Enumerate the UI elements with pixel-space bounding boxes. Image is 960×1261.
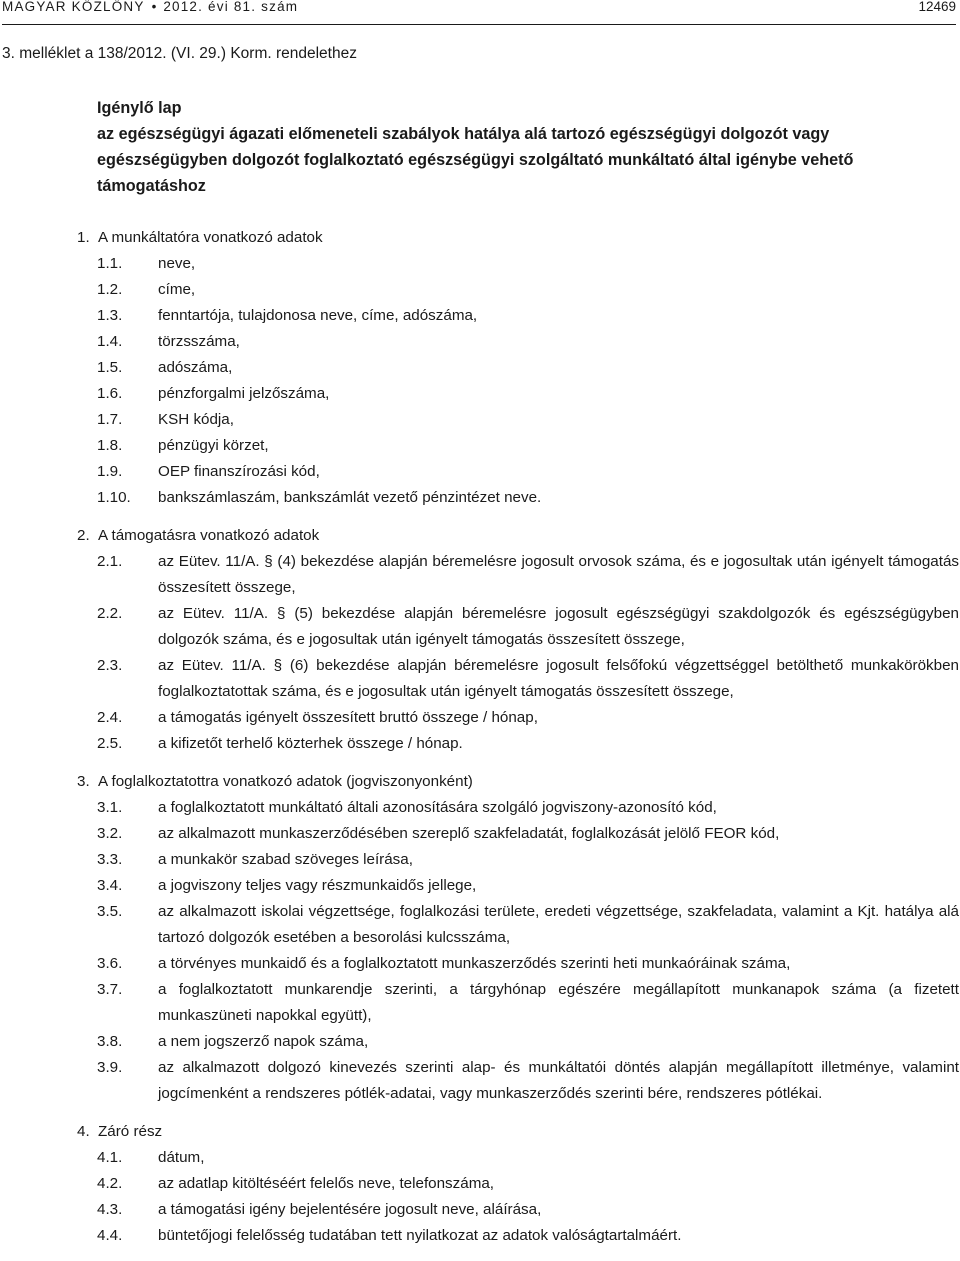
- item-text: az alkalmazott iskolai végzettsége, foglalkozási területe, eredeti végzettsége, szakfeladata, valamint a Kjt. hatálya alá tartozó dolgozók esetében a besorolási kulcsszáma,: [158, 903, 959, 946]
- section-heading: [77, 1119, 959, 1145]
- list-item: [97, 407, 959, 433]
- section-heading: [77, 523, 959, 549]
- item-number: 3.2.: [97, 825, 123, 842]
- item-number: 4.2.: [97, 1175, 123, 1192]
- item-text: az Eütev. 11/A. § (4) bekezdése alapján béremelésre jogosult orvosok száma, és e jogosultak után igényelt támogatás összesített összege,: [158, 553, 959, 596]
- section-title: A munkáltatóra vonatkozó adatok: [98, 229, 323, 246]
- item-number: 2.2.: [97, 605, 123, 622]
- list-item: [97, 355, 959, 381]
- item-number: 2.1.: [97, 553, 123, 570]
- item-number: 3.5.: [97, 903, 123, 920]
- section-title: Záró rész: [98, 1123, 163, 1140]
- list-item: [97, 821, 959, 847]
- item-text: fenntartója, tulajdonosa neve, címe, adószáma,: [158, 307, 478, 324]
- list-item: [97, 951, 959, 977]
- list-item: [97, 873, 959, 899]
- item-text: az Eütev. 11/A. § (6) bekezdése alapján béremelésre jogosult felsőfokú végzettséggel betölthető munkakörökben foglalkoztatottak száma, és e jogosultak után igényelt támogatás összesített összege,: [158, 657, 959, 700]
- item-text: adószáma,: [158, 359, 233, 376]
- section: [77, 225, 959, 511]
- list-item: [97, 731, 959, 757]
- list-item: [97, 847, 959, 873]
- item-number: 1.3.: [97, 307, 123, 324]
- item-text: a támogatás igényelt összesített bruttó összege / hónap,: [158, 709, 538, 726]
- item-text: KSH kódja,: [158, 411, 234, 428]
- item-number: 3.9.: [97, 1059, 123, 1076]
- item-text: az Eütev. 11/A. § (5) bekezdése alapján béremelésre jogosult egészségügyi szakdolgozók és egészségügyben dolgozók száma, és e jogosultak után igényelt támogatás összesített összege,: [158, 605, 959, 648]
- list-item: [97, 433, 959, 459]
- item-number: 1.8.: [97, 437, 123, 454]
- item-number: 3.4.: [97, 877, 123, 894]
- item-text: a foglalkoztatott munkarendje szerinti, a tárgyhónap egészére megállapított munkanapok száma (a fizetett munkaszüneti napokkal együtt),: [158, 981, 959, 1024]
- item-number: 2.3.: [97, 657, 123, 674]
- item-number: 3.6.: [97, 955, 123, 972]
- item-text: az alkalmazott munkaszerződésében szereplő szakfeladatát, foglalkozását jelölő FEOR kód,: [158, 825, 780, 842]
- item-text: a nem jogszerző napok száma,: [158, 1033, 369, 1050]
- item-text: az alkalmazott dolgozó kinevezés szerinti alap- és munkáltatói döntés alapján megállapított illetménye, valamint jogcímenként a rendszeres pótlék-adatai, vagy munkaszerződés szerinti bére, rendszeres pótlékai.: [158, 1059, 959, 1102]
- section-number: 3.: [77, 773, 90, 790]
- section: [77, 769, 959, 1107]
- item-number: 1.7.: [97, 411, 123, 428]
- section-number: 4.: [77, 1123, 90, 1140]
- list-item: [97, 1197, 959, 1223]
- item-number: 2.5.: [97, 735, 123, 752]
- item-number: 1.6.: [97, 385, 123, 402]
- list-item: [97, 601, 959, 653]
- section-number: 2.: [77, 527, 90, 544]
- list-item: [97, 653, 959, 705]
- list-item: [97, 303, 959, 329]
- item-number: 1.9.: [97, 463, 123, 480]
- section: [77, 523, 959, 757]
- form-title-main: Igénylő lap: [97, 99, 182, 117]
- item-number: 1.1.: [97, 255, 123, 272]
- list-item: [97, 977, 959, 1029]
- item-text: a kifizetőt terhelő közterhek összege / hónap.: [158, 735, 463, 752]
- item-number: 3.7.: [97, 981, 123, 998]
- page-header: [2, 0, 956, 25]
- issue-number: 2012. évi 81. szám: [163, 0, 299, 14]
- bullet-separator: •: [151, 0, 157, 14]
- item-text: a törvényes munkaidő és a foglalkoztatott munkaszerződés szerinti heti munkaóráinak száma,: [158, 955, 791, 972]
- journal-name: MAGYAR KÖZLÖNY: [2, 0, 145, 14]
- form-title: [97, 95, 917, 199]
- item-text: a munkakör szabad szöveges leírása,: [158, 851, 413, 868]
- item-number: 3.8.: [97, 1033, 123, 1050]
- list-item: [97, 1223, 959, 1249]
- list-item: [97, 549, 959, 601]
- item-text: pénzügyi körzet,: [158, 437, 269, 454]
- list-item: [97, 277, 959, 303]
- page-number: 12469: [918, 0, 956, 14]
- list-item: [97, 381, 959, 407]
- section-number: 1.: [77, 229, 90, 246]
- item-number: 4.1.: [97, 1149, 123, 1166]
- list-item: [97, 795, 959, 821]
- section-title: A foglalkoztatottra vonatkozó adatok (jogviszonyonként): [98, 773, 473, 790]
- item-number: 1.5.: [97, 359, 123, 376]
- item-text: bankszámlaszám, bankszámlát vezető pénzintézet neve.: [158, 489, 542, 506]
- list-item: [97, 1029, 959, 1055]
- item-text: címe,: [158, 281, 196, 298]
- item-number: 2.4.: [97, 709, 123, 726]
- item-number: 3.1.: [97, 799, 123, 816]
- list-item: [97, 485, 959, 511]
- item-number: 1.4.: [97, 333, 123, 350]
- list-item: [97, 1055, 959, 1107]
- item-number: 1.2.: [97, 281, 123, 298]
- list-item: [97, 1145, 959, 1171]
- item-text: a jogviszony teljes vagy részmunkaidős jellege,: [158, 877, 477, 894]
- item-number: 3.3.: [97, 851, 123, 868]
- list-item: [97, 459, 959, 485]
- section: [77, 1119, 959, 1249]
- list-item: [97, 1171, 959, 1197]
- list-item: [97, 329, 959, 355]
- item-text: dátum,: [158, 1149, 205, 1166]
- item-text: OEP finanszírozási kód,: [158, 463, 320, 480]
- item-text: neve,: [158, 255, 196, 272]
- item-text: a támogatási igény bejelentésére jogosult neve, aláírása,: [158, 1201, 542, 1218]
- annex-reference: 3. melléklet a 138/2012. (VI. 29.) Korm. rendelethez: [2, 45, 357, 62]
- section-title: A támogatásra vonatkozó adatok: [98, 527, 320, 544]
- item-text: törzsszáma,: [158, 333, 240, 350]
- item-number: 1.10.: [97, 489, 131, 506]
- item-text: az adatlap kitöltéséért felelős neve, telefonszáma,: [158, 1175, 495, 1192]
- section-heading: [77, 769, 959, 795]
- form-title-subtitle: az egészségügyi ágazati előmeneteli szabályok hatálya alá tartozó egészségügyi dolgozót vagy egészségügyben dolgozót foglalkoztató egészségügyi szolgáltató munkáltató által igénybe vehető támogatáshoz: [97, 125, 854, 195]
- list-item: [97, 251, 959, 277]
- form-sections: [77, 225, 959, 1261]
- item-number: 4.4.: [97, 1227, 123, 1244]
- section-heading: [77, 225, 959, 251]
- item-text: pénzforgalmi jelzőszáma,: [158, 385, 330, 402]
- journal-info: [2, 0, 298, 14]
- list-item: [97, 705, 959, 731]
- list-item: [97, 899, 959, 951]
- item-number: 4.3.: [97, 1201, 123, 1218]
- item-text: a foglalkoztatott munkáltató általi azonosítására szolgáló jogviszony-azonosító kód,: [158, 799, 717, 816]
- item-text: büntetőjogi felelősség tudatában tett nyilatkozat az adatok valóságtartalmáért.: [158, 1227, 682, 1244]
